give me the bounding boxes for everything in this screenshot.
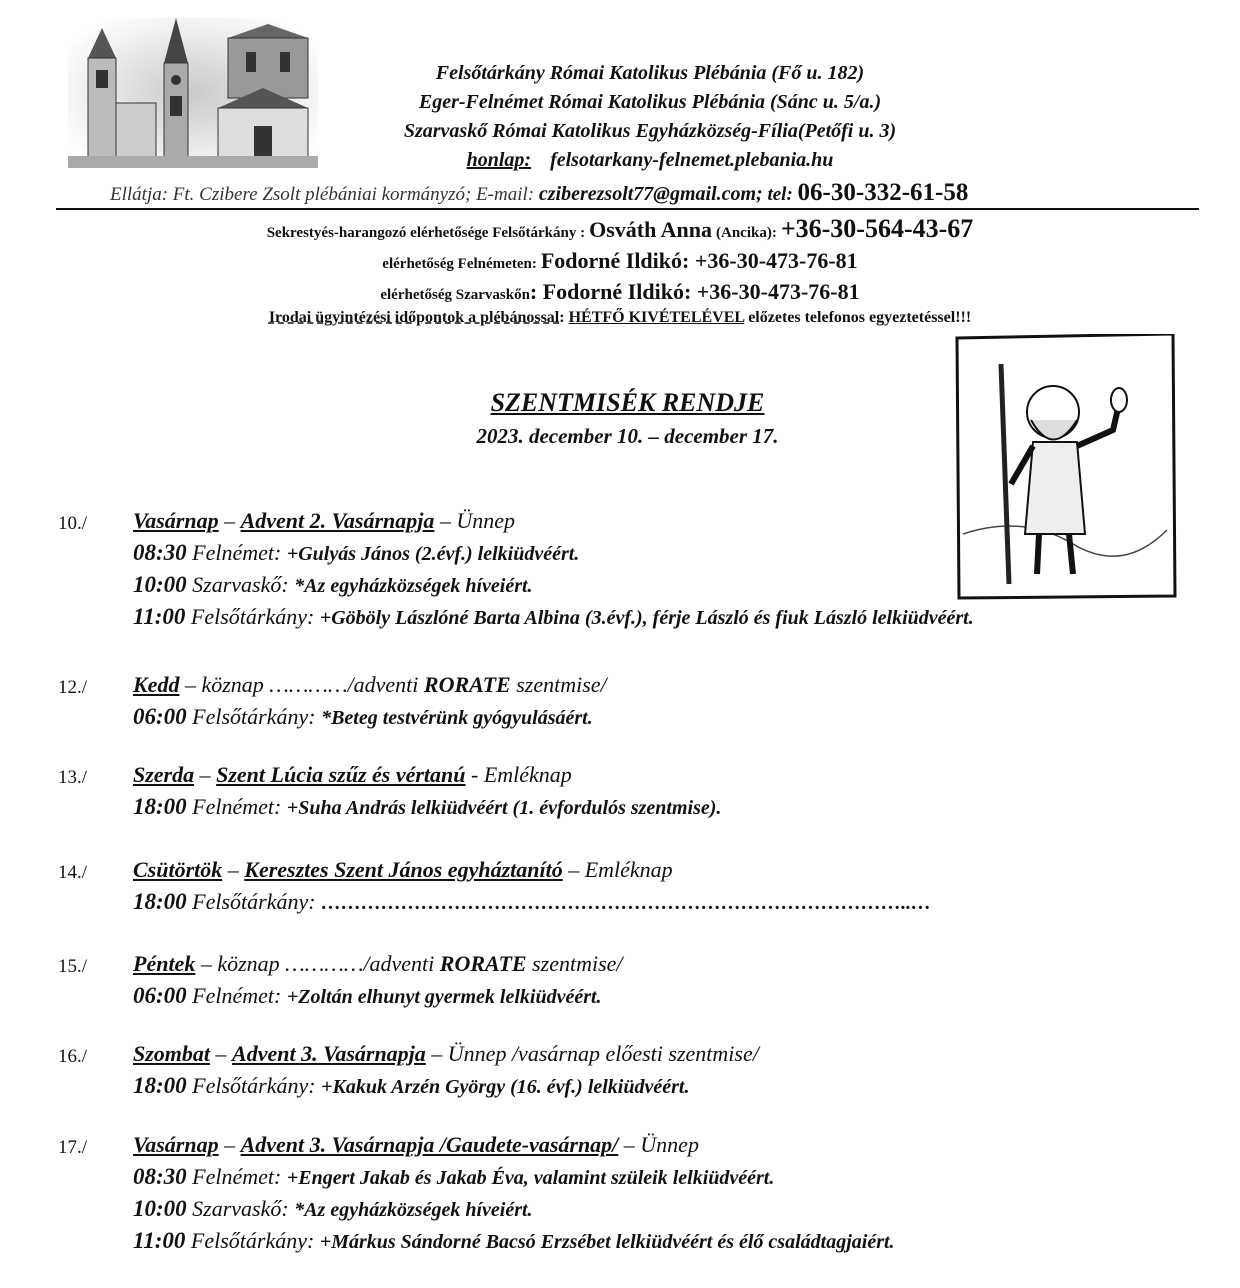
felnemet-contact-value: Fodorné Ildikó: +36-30-473-76-81 (540, 248, 858, 273)
schedule-dates: 2023. december 10. – december 17. (476, 424, 779, 448)
mass-intention: +Göböly Lászlóné Barta Albina (3.évf.), férje László és fiuk László lelkiüdvéért. (319, 607, 974, 629)
parish-felsotarkany: Felsőtárkány Római Katolikus Plébánia (Fő u. 182) (435, 62, 865, 84)
feast-rank: – Ünnep /vasárnap előesti szentmise/ (425, 1041, 759, 1066)
day-name: Csütörtök (133, 857, 223, 882)
day-number: 12./ (58, 677, 88, 698)
mass-line (133, 704, 593, 730)
office-hours-colon: : (559, 309, 565, 326)
mass-time: 10:00 (133, 1196, 187, 1221)
day-separator: – (222, 857, 245, 882)
mass-time: 11:00 (133, 1228, 186, 1253)
mass-time: 06:00 (133, 983, 187, 1008)
mass-schedule (58, 0, 1238, 1288)
parish-felnemet: Eger-Felnémet Római Katolikus Plébánia (Sánc u. 5/a.) (418, 91, 882, 113)
tel-label: tel: (767, 184, 793, 205)
mass-time: 08:30 (133, 540, 187, 565)
mass-line (133, 604, 974, 630)
mass-place: Felsőtárkány: (185, 604, 320, 629)
day-number: 10./ (58, 513, 88, 534)
homepage-label: honlap: (466, 149, 532, 171)
priest-phone: 06-30-332-61-58 (797, 179, 969, 206)
mass-place: Felsőtárkány: (186, 704, 322, 729)
day-separator: – (218, 1132, 241, 1157)
mass-intention: *Az egyházközségek híveiért. (294, 575, 533, 597)
mass-intention: *Beteg testvérünk gyógyulásáért. (321, 707, 593, 729)
day-name: Vasárnap (133, 508, 219, 533)
szarvasko-contact-value: : Fodorné Ildikó: +36-30-473-76-81 (529, 279, 860, 304)
mass-place: Felnémet: (186, 983, 287, 1008)
mass-intention: +Zoltán elhunyt gyermek lelkiüdvéért. (286, 986, 602, 1008)
day-name: Péntek (133, 951, 196, 976)
day-heading (133, 762, 572, 788)
mass-intention: +Gulyás János (2.évf.) lelkiüdvéért. (286, 543, 580, 565)
day-heading (133, 857, 673, 883)
feast-rank: szentmise/ (510, 672, 607, 697)
feast-name: Keresztes Szent János egyháztanító (244, 857, 563, 882)
mass-place: Felsőtárkány: (186, 889, 322, 914)
day-number: 16./ (58, 1046, 88, 1067)
feast-name: Advent 3. Vasárnapja /Gaudete-vasárnap/ (240, 1132, 619, 1157)
mass-line (133, 540, 579, 566)
feast-rank: szentmise/ (526, 951, 623, 976)
mass-place: Szarvaskő: (186, 572, 295, 597)
sacristan-phone: +36-30-564-43-67 (780, 214, 974, 243)
priest-email[interactable]: cziberezsolt77@gmail.com; (538, 183, 763, 205)
day-separator: – (210, 1041, 233, 1066)
day-number: 15./ (58, 956, 88, 977)
feast-rank: – Emléknap (562, 857, 673, 882)
day-separator: – köznap …………/adventi (179, 672, 424, 697)
mass-place: Felsőtárkány: (185, 1228, 320, 1253)
feast-name: RORATE (423, 672, 511, 697)
mass-line (133, 889, 931, 915)
mass-place: Felnémet: (186, 794, 287, 819)
felnemet-contact-label: elérhetőség Felnémeten: (382, 256, 537, 272)
day-separator: – (218, 508, 241, 533)
mass-time: 11:00 (133, 604, 186, 629)
mass-time: 10:00 (133, 572, 187, 597)
feast-name: Advent 3. Vasárnapja (232, 1041, 426, 1066)
feast-name: RORATE (439, 951, 527, 976)
mass-intention: +Suha András lelkiüdvéért (1. évfordulós szentmise). (286, 797, 722, 819)
sacristan-name: Osváth Anna (589, 217, 712, 242)
priest-label: Ellátja: Ft. Czibere Zsolt plébániai kormányzó; E-mail: (110, 184, 535, 205)
mass-line (133, 983, 602, 1009)
mass-place: Felnémet: (186, 1164, 287, 1189)
homepage-url[interactable]: felsotarkany-felnemet.plebania.hu (550, 149, 834, 171)
sacristan-label: Sekrestyés-harangozó elérhetősége Felsőtárkány : (266, 225, 586, 241)
mass-place: Felsőtárkány: (186, 1073, 322, 1098)
feast-name: Szent Lúcia szűz és vértanú (216, 762, 466, 787)
mass-line (133, 1164, 774, 1190)
mass-time: 18:00 (133, 889, 187, 914)
mass-time: 18:00 (133, 794, 187, 819)
mass-time: 06:00 (133, 704, 187, 729)
mass-line (133, 572, 533, 598)
mass-place: Szarvaskő: (186, 1196, 295, 1221)
day-number: 14./ (58, 862, 88, 883)
day-heading (133, 1041, 759, 1067)
day-name: Szerda (133, 762, 195, 787)
office-hours-except: HÉTFŐ KIVÉTELÉVEL (568, 309, 745, 326)
mass-line (133, 1073, 689, 1099)
mass-line (133, 794, 721, 820)
office-hours-label: Irodai ügyintézési időpontok a plébánossal (268, 309, 560, 326)
day-heading (133, 672, 607, 698)
day-name: Vasárnap (133, 1132, 219, 1157)
day-separator: – (194, 762, 217, 787)
mass-intention: +Kakuk Arzén György (16. évf.) lelkiüdvéért. (321, 1076, 690, 1098)
feast-name: Advent 2. Vasárnapja (240, 508, 435, 533)
day-name: Kedd (133, 672, 180, 697)
day-name: Szombat (133, 1041, 211, 1066)
mass-place: Felnémet: (186, 540, 287, 565)
day-separator: – köznap …………/adventi (195, 951, 440, 976)
day-heading (133, 1132, 699, 1158)
feast-rank: – Ünnep (618, 1132, 699, 1157)
mass-intention: ……………………………………………………………………………..… (321, 892, 932, 914)
sacristan-nick: (Ancika): (716, 225, 777, 241)
feast-rank: – Ünnep (434, 508, 516, 533)
mass-intention: *Az egyházközségek híveiért. (294, 1199, 533, 1221)
day-heading (133, 951, 623, 977)
mass-intention: +Engert Jakab és Jakab Éva, valamint szüleik lelkiüdvéért. (286, 1167, 775, 1189)
day-number: 13./ (58, 767, 88, 788)
mass-line (133, 1228, 895, 1254)
day-heading (133, 508, 515, 534)
mass-time: 08:30 (133, 1164, 187, 1189)
mass-intention: +Márkus Sándorné Bacsó Erzsébet lelkiüdvéért és élő családtagjaiért. (319, 1231, 895, 1253)
mass-line (133, 1196, 533, 1222)
feast-rank: - Emléknap (465, 762, 572, 787)
office-hours-rest: előzetes telefonos egyeztetéssel!!! (748, 309, 972, 326)
szarvasko-contact-label: elérhetőség Szarvaskőn (380, 287, 530, 303)
schedule-title: SZENTMISÉK RENDJE (490, 388, 765, 417)
parish-szarvasko: Szarvaskő Római Katolikus Egyházközség-Fília(Petőfi u. 3) (403, 120, 897, 142)
day-number: 17./ (58, 1137, 88, 1158)
mass-time: 18:00 (133, 1073, 187, 1098)
